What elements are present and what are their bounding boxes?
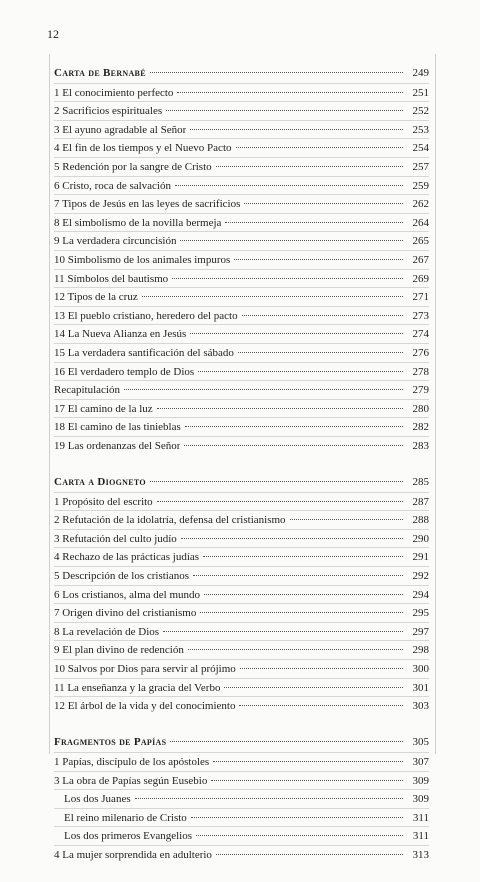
dot-leader — [142, 296, 403, 297]
toc-entry-row — [54, 343, 429, 362]
dot-leader — [166, 110, 403, 111]
toc-entry-row — [54, 436, 429, 455]
entry-title: 14 La Nueva Alianza en Jesús — [54, 328, 187, 341]
toc-entry-row — [54, 696, 429, 715]
dot-leader — [175, 185, 403, 186]
toc-section — [54, 64, 429, 454]
entry-page-number: 252 — [412, 105, 429, 118]
toc-entry-row — [54, 417, 429, 436]
dot-leader — [172, 278, 403, 279]
entry-title: 7 Tipos de Jesús en las leyes de sacrificios — [54, 198, 241, 211]
dot-leader — [200, 612, 403, 613]
entry-page-number: 259 — [412, 179, 429, 192]
section-page-number: 305 — [412, 736, 429, 749]
entry-page-number: 251 — [412, 86, 429, 99]
entry-title: Los dos Juanes — [64, 793, 131, 806]
page-number: 12 — [47, 27, 59, 41]
toc-entry-row — [54, 287, 429, 306]
entry-title: 8 El simbolismo de la novilla bermeja — [54, 216, 222, 229]
entry-title: 5 Descripción de los cristianos — [54, 570, 190, 583]
toc-entry-row — [54, 585, 429, 604]
entry-title: 11 La enseñanza y la gracia del Verbo — [54, 681, 221, 694]
dot-leader — [204, 594, 403, 595]
toc-section — [54, 473, 429, 715]
entry-title: 4 Rechazo de las prácticas judías — [54, 551, 200, 564]
entry-title: 1 Papías, discípulo de los apóstoles — [54, 755, 210, 768]
entry-page-number: 276 — [412, 346, 429, 359]
dot-leader — [234, 259, 403, 260]
dot-leader — [180, 240, 403, 241]
section-title: Carta a Diogneto — [54, 476, 146, 489]
toc-entry-row — [54, 120, 429, 139]
toc-entry-row — [54, 603, 429, 622]
toc-entry-row — [54, 622, 429, 641]
section-heading-row — [54, 64, 429, 83]
entry-page-number: 283 — [412, 439, 429, 452]
entry-page-number: 309 — [412, 793, 429, 806]
entry-title: 8 La revelación de Dios — [54, 625, 160, 638]
entry-title: 5 Redención por la sangre de Cristo — [54, 160, 212, 173]
entry-page-number: 271 — [412, 291, 429, 304]
entry-page-number: 309 — [412, 774, 429, 787]
dot-leader — [181, 538, 403, 539]
toc-entry-row — [54, 324, 429, 343]
dot-leader — [157, 501, 403, 502]
toc-entry-row — [54, 547, 429, 566]
dot-leader — [216, 166, 403, 167]
section-heading-row — [54, 473, 429, 492]
table-of-contents — [54, 64, 429, 882]
entry-title: 3 Refutación del culto judío — [54, 532, 177, 545]
toc-entry-row — [54, 678, 429, 697]
toc-entry-row — [54, 826, 429, 845]
section-page-number: 285 — [412, 476, 429, 489]
entry-title: 12 Tipos de la cruz — [54, 291, 138, 304]
toc-entry-row — [54, 101, 429, 120]
dot-leader — [190, 129, 403, 130]
section-title: Carta de Bernabé — [54, 67, 146, 79]
dot-leader — [225, 222, 403, 223]
entry-title: 19 Las ordenanzas del Señor — [54, 439, 181, 452]
dot-leader — [188, 649, 403, 650]
dot-leader — [198, 371, 403, 372]
entry-title: 4 La mujer sorprendida en adulterio — [54, 848, 212, 861]
entry-page-number: 257 — [412, 160, 429, 173]
entry-title: 1 El conocimiento perfecto — [54, 86, 174, 99]
section-page-number: 249 — [412, 67, 429, 79]
entry-page-number: 269 — [412, 272, 429, 285]
entry-title: 12 El árbol de la vida y del conocimiento — [54, 700, 236, 713]
toc-entry-row — [54, 269, 429, 288]
toc-entry-row — [54, 771, 429, 790]
dot-leader — [163, 631, 403, 632]
entry-page-number: 274 — [412, 328, 429, 341]
toc-entry-row — [54, 752, 429, 771]
entry-page-number: 298 — [412, 644, 429, 657]
entry-title: 1 Propósito del escrito — [54, 495, 153, 508]
entry-title: 4 El fin de los tiempos y el Nuevo Pacto — [54, 142, 232, 155]
dot-leader — [213, 761, 403, 762]
dot-leader — [170, 741, 403, 742]
dot-leader — [240, 668, 403, 669]
entry-title: 3 La obra de Papías según Eusebio — [54, 774, 208, 787]
entry-page-number: 288 — [412, 514, 429, 527]
entry-page-number: 290 — [412, 532, 429, 545]
dot-leader — [216, 854, 403, 855]
dot-leader — [135, 798, 403, 799]
dot-leader — [185, 426, 403, 427]
toc-entry-row — [54, 845, 429, 864]
entry-page-number: 267 — [412, 253, 429, 266]
dot-leader — [238, 352, 403, 353]
entry-page-number: 311 — [412, 811, 429, 824]
section-title: Fragmentos de Papías — [54, 736, 167, 749]
dot-leader — [224, 687, 403, 688]
dot-leader — [203, 556, 403, 557]
toc-section — [54, 733, 429, 863]
toc-entry-row — [54, 399, 429, 418]
entry-page-number: 295 — [412, 607, 429, 620]
toc-entry-row — [54, 83, 429, 102]
entry-title: El reino milenario de Cristo — [64, 811, 187, 824]
entry-page-number: 297 — [412, 625, 429, 638]
entry-title: 7 Origen divino del cristianismo — [54, 607, 197, 620]
entry-title: 18 El camino de las tinieblas — [54, 421, 181, 434]
dot-leader — [290, 519, 403, 520]
toc-entry-row — [54, 566, 429, 585]
entry-page-number: 262 — [412, 198, 429, 211]
entry-page-number: 307 — [412, 755, 429, 768]
entry-title: 2 Sacrificios espirituales — [54, 105, 163, 118]
dot-leader — [242, 315, 403, 316]
entry-page-number: 300 — [412, 663, 429, 675]
toc-entry-row — [54, 213, 429, 232]
toc-entry-row — [54, 510, 429, 529]
entry-title: 9 La verdadera circuncisión — [54, 235, 177, 248]
toc-entry-row — [54, 808, 429, 827]
dot-leader — [150, 481, 403, 482]
entry-page-number: 291 — [412, 551, 429, 564]
dot-leader — [191, 817, 403, 818]
entry-page-number: 264 — [412, 216, 429, 229]
entry-title: Recapitulación — [54, 384, 120, 397]
dot-leader — [184, 445, 403, 446]
entry-title: 2 Refutación de la idolatría, defensa del cristianismo — [54, 514, 286, 527]
entry-title: 15 La verdadera santificación del sábado — [54, 346, 234, 359]
toc-entry-row — [54, 789, 429, 808]
section-heading-row — [54, 733, 429, 752]
toc-entry-row — [54, 138, 429, 157]
entry-title: 10 Simbolismo de los animales impuros — [54, 253, 231, 266]
entry-title: 6 Cristo, roca de salvación — [54, 179, 171, 192]
entry-page-number: 253 — [412, 123, 429, 136]
dot-leader — [177, 92, 403, 93]
dot-leader — [244, 203, 403, 204]
toc-entry-row — [54, 306, 429, 325]
entry-title: 17 El camino de la luz — [54, 402, 153, 415]
entry-page-number: 280 — [412, 402, 429, 415]
dot-leader — [196, 835, 403, 836]
entry-page-number: 279 — [412, 384, 429, 397]
dot-leader — [211, 780, 403, 781]
entry-page-number: 294 — [412, 588, 429, 601]
toc-entry-row — [54, 157, 429, 176]
dot-leader — [193, 575, 403, 576]
toc-entry-row — [54, 250, 429, 269]
entry-page-number: 311 — [412, 830, 429, 843]
entry-page-number: 265 — [412, 235, 429, 248]
entry-page-number: 292 — [412, 570, 429, 583]
entry-page-number: 273 — [412, 309, 429, 322]
toc-entry-row — [54, 194, 429, 213]
entry-title: 6 Los cristianos, alma del mundo — [54, 588, 201, 601]
dot-leader — [236, 147, 404, 148]
entry-title: 13 El pueblo cristiano, heredero del pacto — [54, 309, 238, 322]
dot-leader — [150, 72, 403, 73]
entry-page-number: 287 — [412, 495, 429, 508]
entry-title: 11 Símbolos del bautismo — [54, 272, 169, 285]
entry-title: Los dos primeros Evangelios — [64, 830, 193, 843]
dot-leader — [190, 333, 403, 334]
dot-leader — [124, 389, 403, 390]
toc-entry-row — [54, 492, 429, 511]
toc-entry-row — [54, 659, 429, 678]
entry-title: 16 El verdadero templo de Dios — [54, 365, 195, 378]
entry-page-number: 313 — [412, 848, 429, 861]
toc-entry-row — [54, 529, 429, 548]
entry-title: 3 El ayuno agradable al Señor — [54, 123, 187, 136]
entry-page-number: 282 — [412, 421, 429, 434]
toc-entry-row — [54, 231, 429, 250]
toc-entry-row — [54, 362, 429, 381]
toc-entry-row — [54, 380, 429, 399]
toc-entry-row — [54, 640, 429, 659]
entry-page-number: 303 — [412, 700, 429, 713]
dot-leader — [157, 408, 403, 409]
dot-leader — [239, 705, 403, 706]
entry-page-number: 278 — [412, 365, 429, 378]
toc-entry-row — [54, 176, 429, 195]
entry-title: 9 El plan divino de redención — [54, 644, 184, 657]
entry-page-number: 254 — [412, 142, 429, 155]
entry-page-number: 301 — [412, 681, 429, 694]
entry-title: 10 Salvos por Dios para servir al prójimo — [54, 663, 236, 675]
